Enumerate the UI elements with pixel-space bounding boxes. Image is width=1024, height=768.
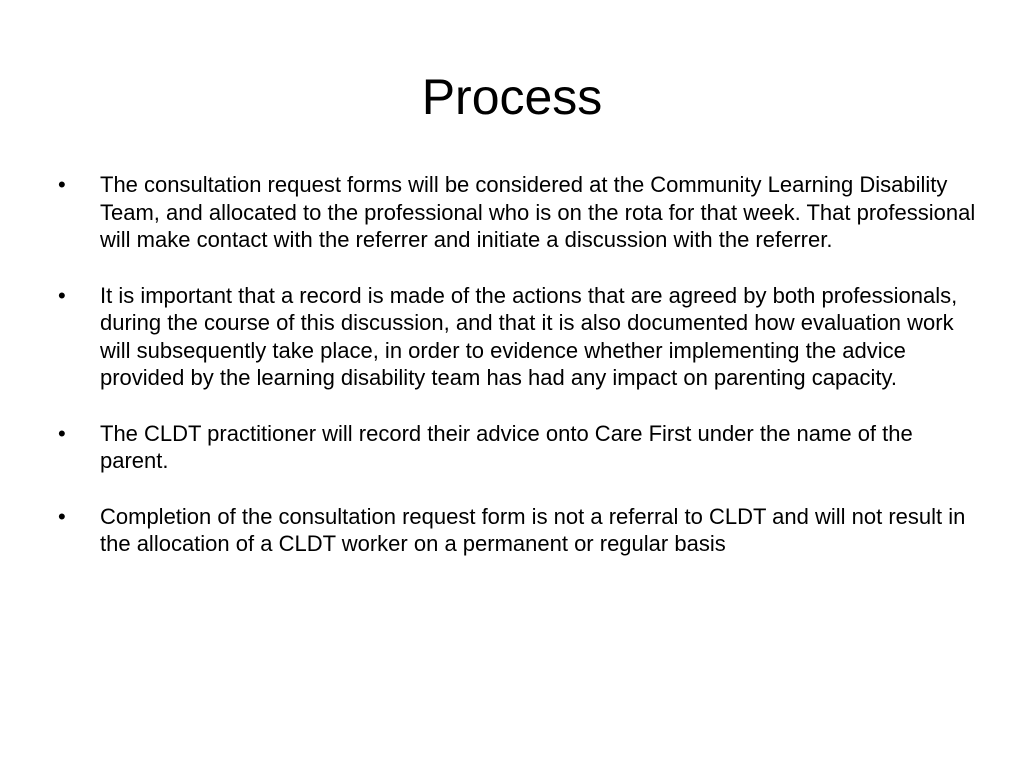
bullet-item — [58, 282, 978, 392]
bullet-point-icon: • — [58, 420, 66, 446]
bullet-item — [58, 171, 978, 254]
bullet-item — [58, 420, 978, 475]
bullet-point-icon: • — [58, 503, 66, 529]
bullet-point-icon: • — [58, 172, 66, 197]
bullet-text: The consultation request forms will be considered at the Community Learning Disability Team, and allocated to the professional who is on the rota for that week. That professional will make contact with the referrer and initiate a discussion with the referrer. — [100, 172, 976, 252]
bullet-text: Completion of the consultation request form is not a referral to CLDT and will not result in the allocation of a CLDT worker on a permanent or regular basis — [100, 503, 966, 556]
slide-title: Process — [421, 69, 603, 125]
bullet-list — [58, 171, 978, 586]
bullet-text: It is important that a record is made of the actions that are agreed by both professionals, during the course of this discussion, and that it is also documented how evaluation work will subsequently take place, in order to evidence whether implementing the advice provided by the learning disability team has had any impact on parenting capacity. — [100, 282, 958, 390]
bullet-point-icon: • — [58, 282, 66, 308]
bullet-text: The CLDT practitioner will record their advice onto Care First under the name of the parent. — [100, 420, 913, 473]
bullet-item — [58, 503, 978, 558]
